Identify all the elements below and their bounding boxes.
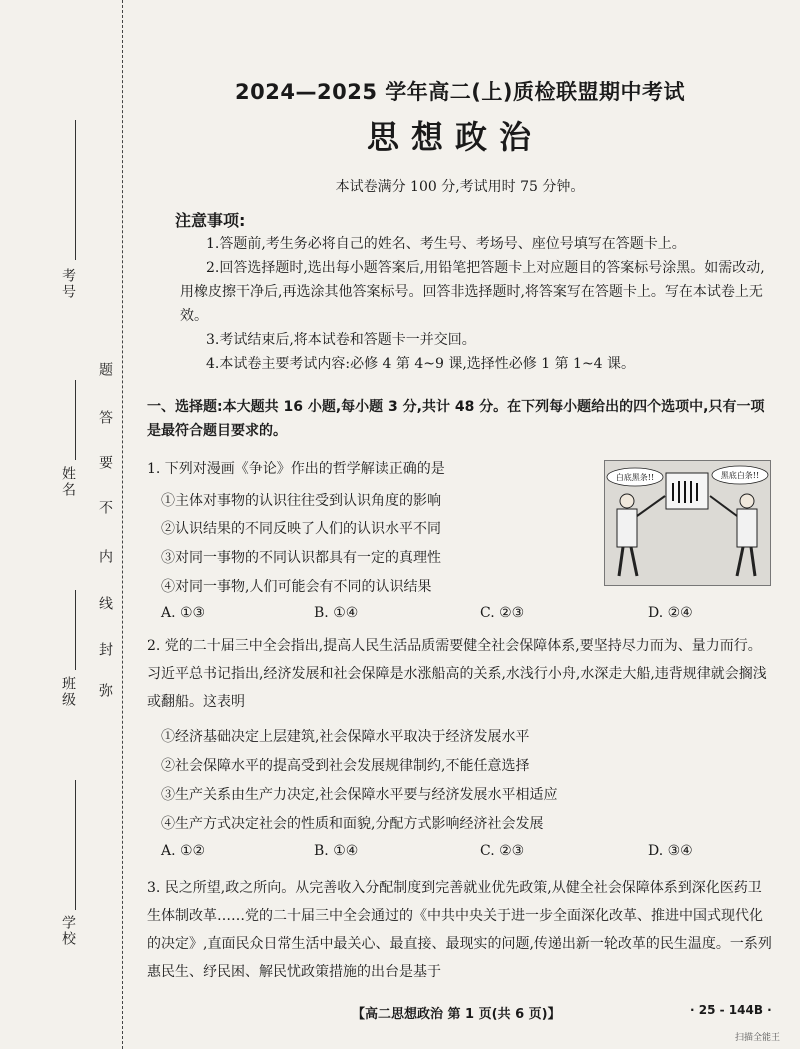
q2-statement: ②社会保障水平的提高受到社会发展规律制约,不能任意选择 (161, 758, 530, 774)
q2-choice-c: C. ②③ (480, 843, 525, 859)
notice-title: 注意事项: (175, 211, 246, 230)
exam-title: 2024—2025 学年高二(上)质检联盟期中考试 (235, 80, 685, 104)
seal-word: 内 (97, 549, 113, 563)
cartoon-illustration (605, 461, 770, 585)
q1-statement: ④对同一事物,人们可能会有不同的认识结果 (161, 579, 432, 595)
q2-stem: 2. 党的二十届三中全会指出,提高人民生活品质需要健全社会保障体系,要坚持尽力而为、量力而行。习近平总书记指出,经济发展和社会保障是水涨船高的关系,水浅行小舟,水深走大船,违背规律就会搁浅或翻船。这表明 (147, 638, 767, 710)
seal-word: 不 (97, 500, 113, 514)
school-label: 学校 (60, 915, 76, 947)
class-label: 班级 (60, 676, 76, 708)
section-heading: 一、选择题:本大题共 16 小题,每小题 3 分,共计 48 分。在下列每小题给出的四个选项中,只有一项是最符合题目要求的。 (147, 399, 765, 439)
page-footer: 【高二思想政治 第 1 页(共 6 页)】 (352, 1007, 561, 1022)
notice-item: 4.本试卷主要考试内容:必修 4 第 4~9 课,选择性必修 1 第 1~4 课。 (206, 356, 636, 372)
notice-item: 3.考试结束后,将本试卷和答题卡一并交回。 (206, 332, 476, 348)
q1-statement: ②认识结果的不同反映了人们的认识水平不同 (161, 521, 441, 537)
class-line (75, 590, 76, 670)
notice-list (180, 232, 770, 376)
seal-word: 线 (97, 596, 113, 610)
q1-choice-a: A. ①③ (161, 605, 206, 621)
notice-item: 1.答题前,考生务必将自己的姓名、考生号、考场号、座位号填写在答题卡上。 (206, 236, 686, 252)
q2-choice-b: B. ①④ (314, 843, 359, 859)
exam-number-label: 考号 (60, 268, 76, 300)
seal-word: 题 (97, 362, 113, 376)
q2-statement: ①经济基础决定上层建筑,社会保障水平取决于经济发展水平 (161, 729, 530, 745)
q3-stem: 3. 民之所望,政之所向。从完善收入分配制度到完善就业优先政策,从健全社会保障体系到深化医药卫生体制改革……党的二十届三中全会通过的《中共中央关于进一步全面深化改革、推进中国式现代化的决定》,直面民众日常生活中最关心、最直接、最现实的问题,传递出新一轮改革的民生温度。一系列惠民生、纾民困、解民忧政策措施的出台是基于 (147, 880, 772, 980)
seal-word: 要 (97, 455, 113, 469)
q1-choice-d: D. ②④ (648, 605, 693, 621)
q2-statement: ③生产关系由生产力决定,社会保障水平要与经济发展水平相适应 (161, 787, 558, 803)
seal-word: 答 (97, 410, 113, 424)
q1-statement: ①主体对事物的认识往往受到认识角度的影响 (161, 493, 441, 509)
right-bubble-text: 黑底白条!! (720, 471, 760, 480)
q1-stem: 1. 下列对漫画《争论》作出的哲学解读正确的是 (147, 461, 445, 477)
q1-choice-c: C. ②③ (480, 605, 525, 621)
scanner-watermark: 扫描全能王 (735, 1033, 781, 1043)
subject-title: 思想政治 (366, 118, 543, 156)
q1-choice-b: B. ①④ (314, 605, 359, 621)
q2-statement: ④生产方式决定社会的性质和面貌,分配方式影响经济社会发展 (161, 816, 544, 832)
cartoon-debate-image (604, 460, 771, 586)
q2-choice-a: A. ①② (161, 843, 206, 859)
exam-info: 本试卷满分 100 分,考试用时 75 分钟。 (335, 179, 585, 195)
q1-statement: ③对同一事物的不同认识都具有一定的真理性 (161, 550, 441, 566)
left-bubble-text: 白底黑条!! (615, 473, 655, 482)
school-line (75, 780, 76, 910)
seal-word: 封 (97, 642, 113, 656)
q2-choice-d: D. ③④ (648, 843, 693, 859)
paper-code: · 25 - 144B · (690, 1003, 772, 1017)
exam-number-line (75, 120, 76, 260)
name-line (75, 380, 76, 460)
binding-dash-line (122, 0, 123, 1049)
notice-item: 2.回答选择题时,选出每小题答案后,用铅笔把答题卡上对应题目的答案标号涂黑。如需改动,用橡皮擦干净后,再选涂其他答案标号。回答非选择题时,将答案写在答题卡上。写在本试卷上无效。 (180, 260, 765, 324)
name-label: 姓名 (60, 466, 76, 498)
seal-word: 弥 (97, 683, 113, 697)
